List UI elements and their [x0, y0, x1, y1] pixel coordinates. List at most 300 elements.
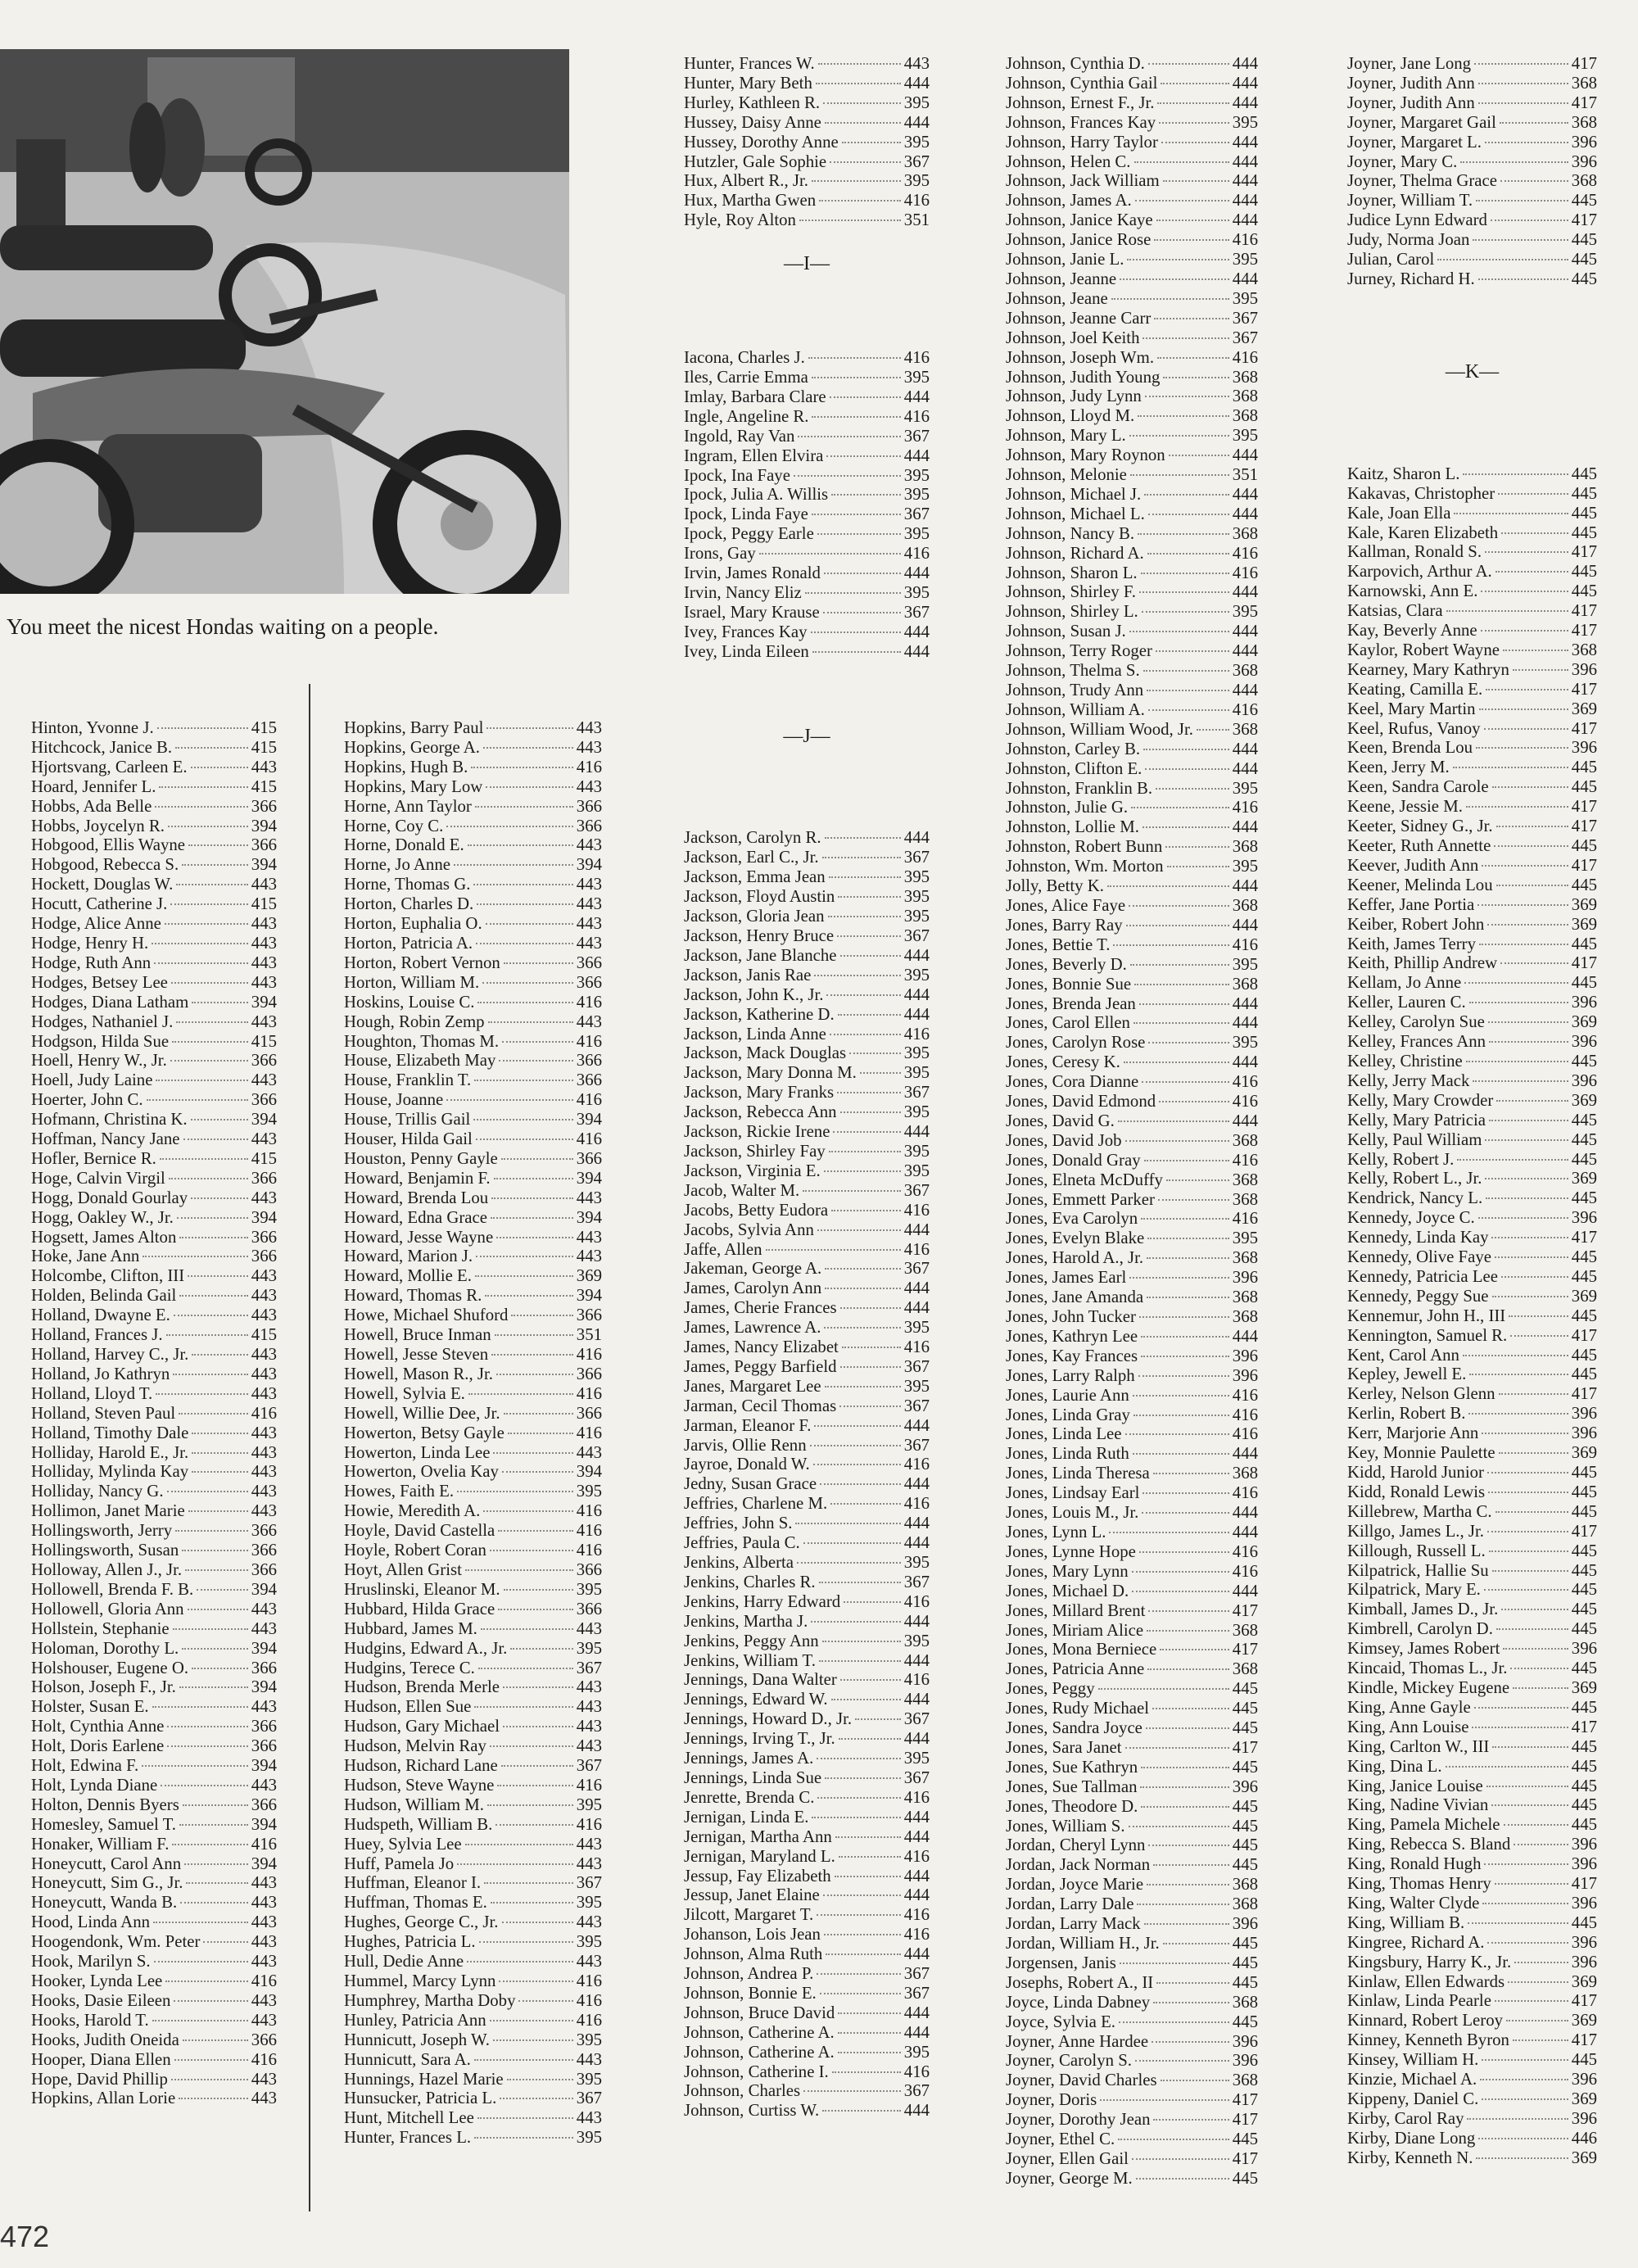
leader-dots	[814, 1425, 900, 1427]
leader-dots	[1147, 1630, 1229, 1632]
index-entry	[31, 1169, 277, 1188]
entry-name: Hood, Linda Ann	[31, 1913, 150, 1932]
leader-dots	[1107, 885, 1229, 887]
entry-page: 395	[1232, 857, 1258, 876]
index-entry	[1347, 601, 1597, 621]
entry-page: 444	[903, 1650, 930, 1670]
leader-dots	[1496, 826, 1568, 827]
leader-dots	[1139, 591, 1229, 593]
entry-page: 444	[1232, 1522, 1258, 1541]
entry-page: 443	[576, 1834, 602, 1854]
leader-dots	[1143, 749, 1229, 750]
entry-page: 444	[1232, 622, 1258, 641]
leader-dots	[188, 1275, 248, 1277]
entry-name: Huffman, Thomas E.	[344, 1893, 487, 1913]
entry-page: 395	[903, 93, 930, 112]
index-entry	[1347, 1718, 1597, 1737]
entry-name: Hogsett, James Alton	[31, 1227, 177, 1247]
entry-name: Jackson, Janis Rae	[684, 965, 812, 985]
entry-name: Keeter, Sidney G., Jr.	[1347, 817, 1493, 836]
leader-dots	[179, 1295, 247, 1297]
entry-name: Jones, Lynne Hope	[1006, 1541, 1136, 1561]
entry-name: Jenkins, William T.	[684, 1650, 816, 1670]
entry-name: Jones, Linda Lee	[1006, 1424, 1122, 1444]
entry-page: 367	[1232, 328, 1258, 347]
index-entry	[1006, 505, 1258, 524]
entry-name: Kirby, Carol Ray	[1347, 2108, 1464, 2128]
entry-page: 417	[1232, 1640, 1258, 1659]
entry-name: Holshouser, Eugene O.	[31, 1658, 189, 1677]
leader-dots	[1138, 1375, 1229, 1377]
entry-page: 417	[1571, 797, 1597, 817]
leader-dots	[182, 864, 248, 866]
index-entry	[344, 1776, 602, 1795]
entry-name: Howard, Marion J.	[344, 1247, 473, 1266]
entry-page: 368	[1571, 112, 1597, 132]
entry-page: 416	[576, 1501, 602, 1521]
index-entry	[1347, 895, 1597, 915]
leader-dots	[1142, 611, 1229, 613]
entry-page: 368	[1232, 661, 1258, 681]
entry-page: 443	[251, 757, 277, 776]
entry-page: 444	[903, 2101, 930, 2121]
entry-name: Hoke, Jane Ann	[31, 1247, 140, 1266]
leader-dots	[1153, 2119, 1228, 2121]
entry-name: Johnston, Clifton E.	[1006, 758, 1143, 778]
entry-page: 444	[903, 1885, 930, 1905]
entry-page: 445	[1232, 1796, 1258, 1816]
entry-page: 367	[903, 426, 930, 446]
entry-page: 443	[576, 1442, 602, 1462]
index-entry	[1006, 564, 1258, 583]
entry-name: Jakeman, George A.	[684, 1259, 822, 1279]
index-entry	[1347, 641, 1597, 660]
index-entry	[344, 1345, 602, 1365]
leader-dots	[831, 1699, 901, 1700]
index-entry	[1006, 2110, 1258, 2130]
entry-page: 367	[903, 1964, 930, 1984]
entry-name: Horne, Donald E.	[344, 835, 464, 855]
entry-name: Jenkins, Charles R.	[684, 1572, 816, 1591]
leader-dots	[1142, 1512, 1228, 1514]
index-entry	[1347, 191, 1597, 211]
entry-page: 445	[1571, 1600, 1597, 1619]
entry-page: 445	[1571, 523, 1597, 542]
entry-name: Keen, Brenda Lou	[1347, 738, 1473, 758]
entry-name: Holliday, Harold E., Jr.	[31, 1442, 189, 1462]
index-entry	[1347, 1306, 1597, 1326]
index-entry	[31, 835, 277, 855]
entry-name: Jordan, Joyce Marie	[1006, 1875, 1144, 1895]
entry-name: Hocutt, Catherine J.	[31, 894, 168, 914]
entry-page: 443	[251, 2069, 277, 2089]
leader-dots	[153, 1922, 248, 1923]
leader-dots	[817, 1797, 900, 1799]
entry-page: 444	[1232, 1111, 1258, 1130]
leader-dots	[176, 884, 248, 885]
leader-dots	[1130, 964, 1229, 966]
index-entry	[344, 1306, 602, 1325]
entry-name: Joyner, William T.	[1347, 191, 1473, 211]
index-entry	[1006, 1855, 1258, 1875]
entry-page: 396	[1232, 1268, 1258, 1288]
leader-dots	[185, 1569, 248, 1571]
entry-name: Kinlaw, Ellen Edwards	[1347, 1971, 1505, 1991]
index-entry	[344, 1952, 602, 1971]
entry-page: 445	[1232, 2130, 1258, 2149]
leader-dots	[502, 1041, 573, 1043]
leader-dots	[501, 1765, 573, 1767]
entry-name: Jennings, Dana Walter	[684, 1670, 837, 1690]
entry-name: Hodge, Henry H.	[31, 933, 149, 953]
entry-page: 445	[1571, 464, 1597, 483]
entry-page: 369	[1571, 1443, 1597, 1463]
motorcycle-photo	[0, 49, 569, 594]
entry-page: 445	[1571, 1659, 1597, 1678]
index-entry	[684, 887, 930, 907]
entry-page: 368	[1232, 1248, 1258, 1268]
entry-page: 368	[1232, 1992, 1258, 2012]
index-entry	[1006, 1092, 1258, 1111]
entry-name: Jackson, Carolyn R.	[684, 828, 821, 848]
entry-page: 416	[576, 1971, 602, 1990]
entry-page: 368	[1232, 1189, 1258, 1209]
leader-dots	[1494, 845, 1568, 847]
entry-name: Jones, Louis M., Jr.	[1006, 1503, 1139, 1523]
section-heading-k: —K—	[1445, 360, 1500, 383]
leader-dots	[1482, 2059, 1568, 2061]
entry-name: Johnson, Janice Rose	[1006, 230, 1152, 250]
index-entry	[684, 1436, 930, 1455]
entry-page: 444	[903, 1122, 930, 1142]
index-entry	[1006, 1562, 1258, 1582]
leader-dots	[817, 1973, 901, 1975]
entry-name: Hogg, Donald Gourlay	[31, 1188, 188, 1207]
entry-name: James, Cherie Frances	[684, 1298, 837, 1318]
entry-name: Kale, Karen Elizabeth	[1347, 523, 1499, 542]
leader-dots	[825, 1386, 901, 1388]
entry-page: 366	[576, 1364, 602, 1383]
index-entry	[1006, 309, 1258, 328]
entry-page: 417	[1571, 1384, 1597, 1404]
entry-page: 416	[903, 1494, 930, 1514]
entry-name: King, Dina L.	[1347, 1756, 1442, 1776]
entry-page: 395	[1232, 250, 1258, 269]
leader-dots	[474, 1080, 573, 1081]
leader-dots	[457, 1491, 573, 1492]
index-entry	[1347, 113, 1597, 133]
index-entry	[1006, 1895, 1258, 1914]
entry-name: Honeycutt, Carol Ann	[31, 1854, 182, 1873]
index-entry	[1006, 1190, 1258, 1210]
entry-name: Johnson, Thelma S.	[1006, 661, 1140, 681]
entry-page: 444	[1232, 152, 1258, 171]
entry-name: Jones, Carolyn Rose	[1006, 1033, 1146, 1053]
index-entry	[1006, 1875, 1258, 1895]
index-entry	[1347, 836, 1597, 856]
entry-page: 368	[1232, 1895, 1258, 1914]
section-heading-j: —J—	[783, 725, 830, 747]
leader-dots	[1129, 1826, 1229, 1827]
index-entry	[1006, 426, 1258, 446]
entry-name: Hoogendonk, Wm. Peter	[31, 1932, 201, 1952]
leader-dots	[1133, 1022, 1229, 1024]
leader-dots	[1147, 1257, 1229, 1259]
entry-name: Kepley, Jewell E.	[1347, 1365, 1467, 1384]
entry-name: Homesley, Samuel T.	[31, 1814, 176, 1834]
leader-dots	[156, 1393, 248, 1395]
index-entry	[1347, 2129, 1597, 2148]
leader-dots	[507, 2079, 573, 2080]
leader-dots	[1467, 2118, 1568, 2120]
entry-name: Johnson, Jeane	[1006, 288, 1108, 308]
leader-dots	[188, 844, 248, 846]
leader-dots	[1098, 1688, 1229, 1690]
index-entry	[1347, 758, 1597, 777]
leader-dots	[1468, 1922, 1568, 1924]
index-entry	[1347, 1854, 1597, 1874]
entry-page: 444	[1232, 1326, 1258, 1346]
entry-page: 445	[1571, 1110, 1597, 1129]
leader-dots	[1147, 1238, 1229, 1239]
index-entry	[344, 1677, 602, 1697]
entry-page: 395	[903, 132, 930, 152]
index-entry	[1006, 1523, 1258, 1542]
leader-dots	[833, 1131, 900, 1133]
entry-page: 443	[251, 933, 277, 953]
leader-dots	[1165, 846, 1229, 848]
entry-page: 443	[576, 2108, 602, 2128]
index-entry	[31, 894, 277, 914]
leader-dots	[1484, 728, 1568, 730]
entry-page: 417	[1571, 542, 1597, 562]
leader-dots	[180, 1902, 248, 1904]
leader-dots	[1503, 1648, 1568, 1650]
entry-page: 394	[251, 1110, 277, 1129]
index-entry	[344, 1659, 602, 1678]
entries-j-end	[1347, 54, 1597, 289]
entry-name: Huffman, Eleanor I.	[344, 1873, 482, 1893]
index-entry	[31, 1149, 277, 1169]
leader-dots	[172, 1041, 248, 1043]
index-entry	[684, 848, 930, 867]
entry-page: 445	[1571, 973, 1597, 993]
index-entry	[1006, 1406, 1258, 1425]
index-entry	[31, 1384, 277, 1404]
entry-page: 445	[1232, 1699, 1258, 1718]
entry-name: Johnson, Harry Taylor	[1006, 132, 1158, 152]
entry-page: 395	[903, 485, 930, 505]
index-entry	[1006, 269, 1258, 289]
entry-page: 416	[1232, 1072, 1258, 1092]
leader-dots	[840, 1307, 901, 1309]
entry-name: Johnston, Lollie M.	[1006, 817, 1139, 837]
index-entry	[1006, 1209, 1258, 1229]
entry-page: 444	[1232, 73, 1258, 93]
entry-page: 415	[251, 1325, 277, 1345]
leader-dots	[203, 1941, 247, 1943]
leader-dots	[795, 1523, 900, 1524]
leader-dots	[1139, 1316, 1229, 1318]
index-column-4	[1006, 54, 1258, 2189]
entry-page: 369	[1571, 1090, 1597, 1110]
index-entry	[1347, 1463, 1597, 1483]
entry-page: 394	[576, 1286, 602, 1306]
entry-name: Kelley, Carolyn Sue	[1347, 1012, 1485, 1032]
entry-name: Ingram, Ellen Elvira	[684, 446, 824, 465]
index-entry	[344, 2089, 602, 2108]
entry-page: 445	[1232, 1836, 1258, 1855]
leader-dots	[500, 2098, 573, 2099]
leader-dots	[1159, 122, 1229, 124]
leader-dots	[1100, 2099, 1229, 2101]
leader-dots	[805, 592, 901, 594]
entry-name: Hitchcock, Janice B.	[31, 737, 173, 757]
entry-page: 395	[903, 465, 930, 485]
leader-dots	[766, 1249, 901, 1251]
leader-dots	[165, 1981, 248, 1982]
leader-dots	[832, 2071, 901, 2073]
leader-dots	[837, 1092, 901, 1093]
entry-name: Johnson, Catherine I.	[684, 2062, 829, 2081]
entry-name: Kendrick, Nancy L.	[1347, 1188, 1483, 1208]
index-entry	[684, 1592, 930, 1612]
index-entry	[684, 427, 930, 446]
index-entry	[1006, 1758, 1258, 1777]
leader-dots	[1466, 1061, 1568, 1062]
entry-page: 445	[1571, 1306, 1597, 1325]
entry-name: Hofler, Bernice R.	[31, 1148, 156, 1168]
index-entry	[31, 1365, 277, 1384]
index-entry	[1006, 1288, 1258, 1307]
index-entry	[684, 1298, 930, 1318]
entry-name: Johnson, William Wood, Jr.	[1006, 719, 1193, 739]
entry-name: Joyner, Ellen Gail	[1006, 2148, 1129, 2168]
index-entry	[1347, 582, 1597, 601]
entry-page: 394	[576, 1462, 602, 1482]
leader-dots	[1454, 513, 1568, 514]
entry-page: 416	[576, 1521, 602, 1541]
entry-page: 366	[251, 1227, 277, 1247]
entry-page: 367	[1232, 308, 1258, 328]
entry-page: 369	[1571, 1169, 1597, 1188]
index-entry	[684, 966, 930, 985]
index-entry	[1347, 1111, 1597, 1130]
entry-page: 416	[1232, 935, 1258, 954]
entry-page: 368	[1232, 837, 1258, 857]
leader-dots	[1166, 1179, 1229, 1181]
entry-page: 444	[1232, 915, 1258, 935]
entry-page: 443	[251, 1129, 277, 1149]
entry-name: Holland, Dwayne E.	[31, 1306, 170, 1325]
entry-name: Kinney, Kenneth Byron	[1347, 2030, 1509, 2050]
entry-page: 368	[1232, 367, 1258, 387]
leader-dots	[177, 1217, 248, 1219]
entry-page: 366	[576, 1051, 602, 1071]
leader-dots	[1513, 1687, 1568, 1689]
leader-dots	[1132, 2158, 1229, 2160]
entry-page: 443	[251, 1071, 277, 1090]
entry-name: Joyner, Dorothy Jean	[1006, 2110, 1151, 2130]
index-entry	[31, 993, 277, 1012]
entry-name: Kerley, Nelson Glenn	[1347, 1384, 1495, 1404]
leader-dots	[446, 826, 572, 827]
entry-name: Johnson, Cynthia D.	[1006, 54, 1145, 73]
leader-dots	[823, 1895, 901, 1896]
entry-name: Hudson, Melvin Ray	[344, 1736, 486, 1756]
leader-dots	[1125, 1140, 1229, 1142]
index-entry	[684, 1827, 930, 1847]
entry-page: 366	[251, 1541, 277, 1560]
index-entry	[344, 1893, 602, 1913]
entry-page: 367	[903, 1083, 930, 1102]
leader-dots	[1491, 220, 1568, 221]
entry-name: Jackson, Mary Donna M.	[684, 1063, 857, 1083]
index-entry	[1006, 1366, 1258, 1386]
leader-dots	[1514, 1962, 1568, 1963]
entry-page: 444	[1232, 994, 1258, 1013]
index-entry	[1347, 1228, 1597, 1247]
index-entry	[1347, 2030, 1597, 2050]
entry-name: Howie, Meredith A.	[344, 1501, 481, 1521]
leader-dots	[798, 436, 900, 437]
leader-dots	[170, 1060, 248, 1062]
entry-name: Jeffries, Paula C.	[684, 1533, 800, 1553]
entry-page: 366	[576, 953, 602, 972]
entry-page: 416	[903, 1905, 930, 1925]
index-entry	[1347, 1835, 1597, 1854]
entry-page: 396	[1571, 1932, 1597, 1952]
entry-name: Hooper, Diana Ellen	[31, 2049, 171, 2069]
leader-dots	[156, 1080, 247, 1081]
entry-name: Jones, Sue Tallman	[1006, 1777, 1138, 1796]
entry-page: 395	[903, 1141, 930, 1161]
index-entry	[684, 1573, 930, 1592]
index-entry	[31, 1071, 277, 1090]
entry-page: 443	[251, 914, 277, 934]
index-entry	[1006, 817, 1258, 837]
leader-dots	[1437, 259, 1568, 260]
index-entry	[684, 1161, 930, 1181]
entry-name: Howard, Mollie E.	[344, 1266, 472, 1286]
index-entry	[1006, 1327, 1258, 1347]
index-entry	[684, 1063, 930, 1083]
index-entry	[1347, 1659, 1597, 1678]
leader-dots	[1485, 142, 1568, 143]
leader-dots	[1141, 1767, 1229, 1768]
leader-dots	[812, 514, 901, 515]
index-entry	[344, 2050, 602, 2070]
entry-name: Hobbs, Joycelyn R.	[31, 816, 165, 835]
entry-page: 445	[1571, 1247, 1597, 1267]
leader-dots	[182, 1550, 248, 1551]
entry-page: 416	[903, 1024, 930, 1043]
leader-dots	[849, 1053, 901, 1054]
index-entry	[684, 907, 930, 926]
entry-name: King, Nadine Vivian	[1347, 1795, 1489, 1815]
leader-dots	[824, 1170, 901, 1172]
index-entry	[1006, 1699, 1258, 1718]
leader-dots	[825, 122, 901, 124]
leader-dots	[1487, 1942, 1568, 1944]
index-entry	[31, 1697, 277, 1717]
entry-page: 395	[903, 867, 930, 887]
entry-page: 369	[1571, 1286, 1597, 1306]
entry-name: Hudgins, Terece C.	[344, 1658, 475, 1677]
entry-page: 444	[903, 1220, 930, 1239]
entry-page: 416	[576, 1775, 602, 1795]
leader-dots	[159, 786, 247, 788]
